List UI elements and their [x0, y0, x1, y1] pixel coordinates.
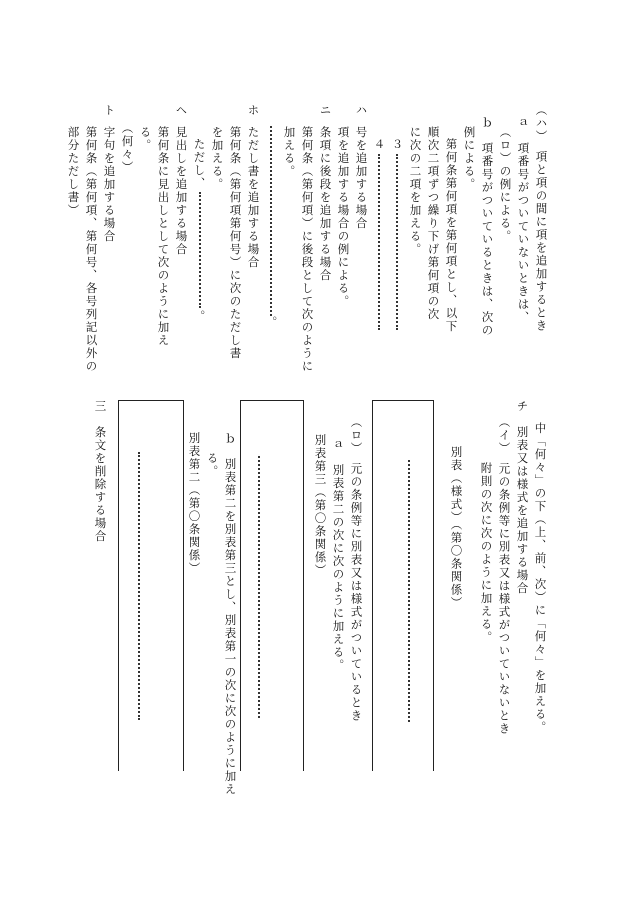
- ro-b-line-1: ｂ 別表第二を別表第三とし、別表第一の次に次のように加え: [223, 432, 238, 796]
- table-frame-ro-a: [240, 400, 304, 771]
- dotted-line-item-4: [378, 154, 380, 330]
- ro-b-line-2: る。: [205, 452, 220, 478]
- kana-to: ト: [102, 104, 117, 117]
- ho-line-2: 第何条（第何項第何号）に次のただし書: [228, 126, 243, 360]
- dotted-line-table-ro-b: [138, 452, 140, 720]
- table-frame-i: [372, 400, 434, 771]
- kana-ha: ハ: [354, 104, 369, 117]
- he-line-2: 第何条に見出しとして次のように加え: [156, 126, 171, 347]
- kana-ho: ホ: [246, 104, 261, 117]
- upper-section: [66, 104, 578, 414]
- i-table-title: 別表（様式）（第〇条関係）: [449, 446, 464, 610]
- lower-section: [78, 400, 568, 796]
- table-frame-ro-b: [118, 400, 184, 771]
- ho-line-4: ただし、: [192, 138, 207, 190]
- ni-line-end: 。: [264, 316, 279, 329]
- example-line-1: 第何条第何項を第何項とし、以下: [444, 138, 459, 333]
- ho-line-1: ただし書を追加する場合: [246, 126, 261, 269]
- to-line-3: 部分ただし書）: [66, 126, 81, 217]
- ha-line-1: 号を追加する場合: [354, 126, 369, 230]
- he-line-4: （何々）: [120, 122, 135, 174]
- ha-line-2: 項を追加する場合の例による。: [336, 126, 351, 308]
- subitem-b-body: 例による。: [462, 126, 477, 191]
- to-line-4: 中「何々」の下（上、前、次）に「何々」を加える。: [533, 422, 548, 734]
- ro-a-table-title: 別表第三（第〇条関係）: [313, 434, 328, 577]
- ni-line-3: 加える。: [282, 126, 297, 178]
- subitem-a-body: （ロ）の例による。: [498, 126, 513, 243]
- ho-line-3: を加える。: [210, 126, 225, 191]
- he-line-3: る。: [138, 126, 153, 152]
- he-line-1: 見出しを追加する場合: [174, 126, 189, 256]
- subitem-a-head: ａ 項番号がついていないときは、: [516, 116, 531, 324]
- example-line-3: に次の二項を加える。: [408, 126, 423, 256]
- item-number-4: ４: [372, 138, 387, 151]
- ro-line-1: （ロ） 元の条例等に別表又は様式がついているとき: [349, 416, 364, 723]
- ho-line-end: 。: [192, 310, 207, 323]
- dotted-line-table-i: [408, 460, 410, 722]
- subitem-b-head: ｂ 項番号がついているときは、次の: [480, 116, 495, 337]
- dotted-line-item-3: [396, 154, 398, 330]
- heading-ha-insert-between-items: （ハ） 項と項の間に項を追加するとき: [534, 104, 549, 333]
- i-line-2: 附則の次に次のように加える。: [479, 462, 494, 644]
- san-line-1: 三 条文を削除する場合: [93, 400, 108, 543]
- item-number-3: ３: [390, 138, 405, 151]
- dotted-line-table-ro-a: [258, 456, 260, 718]
- to-line-2: 第何条（第何項、第何号、各号列記以外の: [84, 126, 99, 373]
- kana-he: ヘ: [174, 104, 189, 117]
- dotted-line-ni: [270, 126, 272, 316]
- i-line-1: （イ） 元の条例等に別表又は様式がついていないとき: [497, 416, 512, 736]
- ni-line-1: 条項に後段を追加する場合: [318, 126, 333, 282]
- to-line-1: 字句を追加する場合: [102, 126, 117, 243]
- dotted-line-ho: [199, 192, 201, 308]
- ni-line-2: 第何条（第何項）に後段として次のように: [300, 126, 315, 373]
- chi-line-1: チ 別表又は様式を追加する場合: [515, 400, 530, 595]
- ro-b-table-title: 別表第二（第〇条関係）: [187, 432, 202, 575]
- kana-ni: ニ: [318, 104, 333, 117]
- example-line-2: 順次二項ずつ繰り下げ第何項の次: [426, 126, 441, 321]
- ro-a-line-1: ａ 別表第二の次に次のように加える。: [331, 438, 346, 672]
